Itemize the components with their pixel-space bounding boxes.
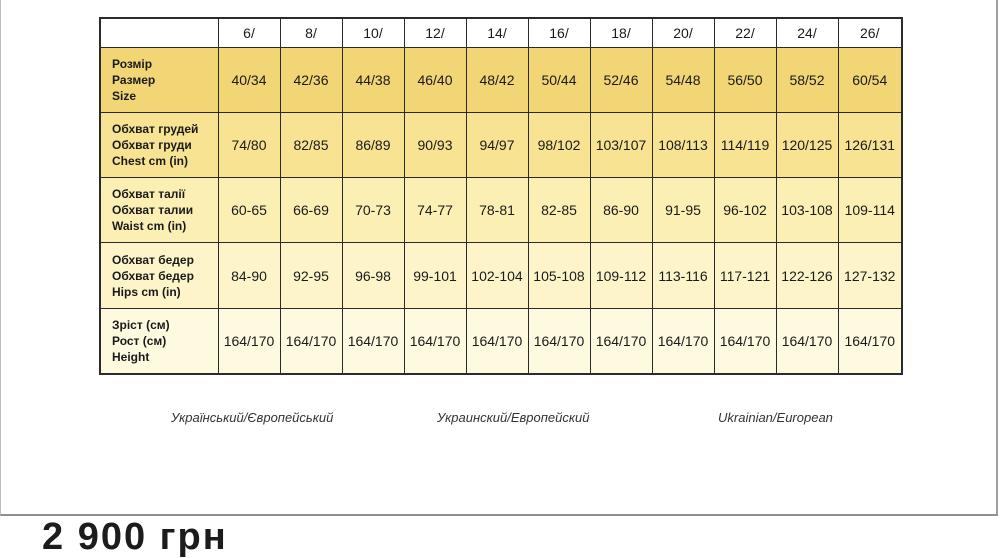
table-cell: 164/170 <box>528 309 590 375</box>
column-header: 6/ <box>218 18 280 48</box>
bottom-cut-strip <box>0 516 1000 558</box>
row-label-ua: Обхват грудей <box>112 122 199 136</box>
price-text: 2 900 грн <box>42 516 228 558</box>
table-cell: 56/50 <box>714 48 776 113</box>
table-row-hips <box>100 243 902 309</box>
row-label-ua: Розмір <box>112 57 153 71</box>
table-cell: 96-102 <box>714 178 776 243</box>
table-cell: 58/52 <box>776 48 838 113</box>
table-cell: 164/170 <box>342 309 404 375</box>
table-cell: 122-126 <box>776 243 838 309</box>
row-label-en: Height <box>112 350 150 364</box>
table-cell: 84-90 <box>218 243 280 309</box>
table-cell: 86/89 <box>342 113 404 178</box>
table-cell: 102-104 <box>466 243 528 309</box>
row-label-en: Hips cm (in) <box>112 284 181 299</box>
table-cell: 60-65 <box>218 178 280 243</box>
row-label-ru: Обхват груди <box>112 138 192 152</box>
table-cell: 117-121 <box>714 243 776 309</box>
row-label <box>100 178 218 243</box>
caption-ukrainian: Український/Європейський <box>171 410 334 425</box>
column-header: 18/ <box>590 18 652 48</box>
table-cell: 78-81 <box>466 178 528 243</box>
table-cell: 48/42 <box>466 48 528 113</box>
row-label-ru: Рост (см) <box>112 334 167 348</box>
column-header: 8/ <box>280 18 342 48</box>
table-cell: 164/170 <box>404 309 466 375</box>
row-label-ua: Обхват бедер <box>112 252 194 267</box>
table-row-height <box>100 309 902 375</box>
column-header: 14/ <box>466 18 528 48</box>
table-cell: 164/170 <box>590 309 652 375</box>
row-label <box>100 309 218 375</box>
table-row-size <box>100 48 902 113</box>
table-cell: 99-101 <box>404 243 466 309</box>
table-cell: 164/170 <box>280 309 342 375</box>
table-cell: 94/97 <box>466 113 528 178</box>
row-label-ru: Обхват талии <box>112 203 194 217</box>
table-cell: 86-90 <box>590 178 652 243</box>
column-header: 20/ <box>652 18 714 48</box>
table-cell: 98/102 <box>528 113 590 178</box>
row-label <box>100 113 218 178</box>
table-cell: 66-69 <box>280 178 342 243</box>
table-cell: 90/93 <box>404 113 466 178</box>
table-cell: 164/170 <box>652 309 714 375</box>
row-label-en: Chest cm (in) <box>112 154 189 168</box>
table-cell: 103-108 <box>776 178 838 243</box>
caption-english: Ukrainian/European <box>718 410 833 425</box>
table-cell: 52/46 <box>590 48 652 113</box>
size-chart-table <box>99 17 903 375</box>
table-cell: 74-77 <box>404 178 466 243</box>
table-cell: 105-108 <box>528 243 590 309</box>
table-cell: 60/54 <box>838 48 902 113</box>
table-cell: 96-98 <box>342 243 404 309</box>
row-label <box>100 48 218 113</box>
table-cell: 164/170 <box>838 309 902 375</box>
table-cell: 109-112 <box>590 243 652 309</box>
table-cell: 44/38 <box>342 48 404 113</box>
column-header: 16/ <box>528 18 590 48</box>
row-label-en: Size <box>112 89 137 103</box>
table-cell: 120/125 <box>776 113 838 178</box>
row-label-ua: Зріст (см) <box>112 318 170 332</box>
table-cell: 91-95 <box>652 178 714 243</box>
column-header: 24/ <box>776 18 838 48</box>
row-label-ru: Обхват бедер <box>112 268 194 283</box>
column-header: 22/ <box>714 18 776 48</box>
row-label-ua: Обхват талії <box>112 187 186 201</box>
table-header-row <box>100 18 902 48</box>
table-corner-cell <box>100 18 218 48</box>
table-cell: 164/170 <box>776 309 838 375</box>
table-cell: 164/170 <box>714 309 776 375</box>
size-system-captions <box>1 410 1001 430</box>
table-cell: 74/80 <box>218 113 280 178</box>
column-header: 26/ <box>838 18 902 48</box>
table-cell: 82/85 <box>280 113 342 178</box>
table-cell: 113-116 <box>652 243 714 309</box>
table-cell: 46/40 <box>404 48 466 113</box>
caption-russian: Украинский/Европейский <box>437 410 590 425</box>
column-header: 12/ <box>404 18 466 48</box>
table-cell: 40/34 <box>218 48 280 113</box>
table-cell: 82-85 <box>528 178 590 243</box>
table-cell: 126/131 <box>838 113 902 178</box>
table-row-waist <box>100 178 902 243</box>
table-cell: 50/44 <box>528 48 590 113</box>
table-cell: 164/170 <box>218 309 280 375</box>
table-cell: 42/36 <box>280 48 342 113</box>
table-cell: 103/107 <box>590 113 652 178</box>
table-row-chest <box>100 113 902 178</box>
table-cell: 108/113 <box>652 113 714 178</box>
table-cell: 109-114 <box>838 178 902 243</box>
table-cell: 164/170 <box>466 309 528 375</box>
row-label-ru: Размер <box>112 73 156 87</box>
table-cell: 127-132 <box>838 243 902 309</box>
table-cell: 54/48 <box>652 48 714 113</box>
column-header: 10/ <box>342 18 404 48</box>
row-label <box>100 243 218 309</box>
table-cell: 70-73 <box>342 178 404 243</box>
table-cell: 114/119 <box>714 113 776 178</box>
row-label-en: Waist cm (in) <box>112 219 187 233</box>
table-cell: 92-95 <box>280 243 342 309</box>
